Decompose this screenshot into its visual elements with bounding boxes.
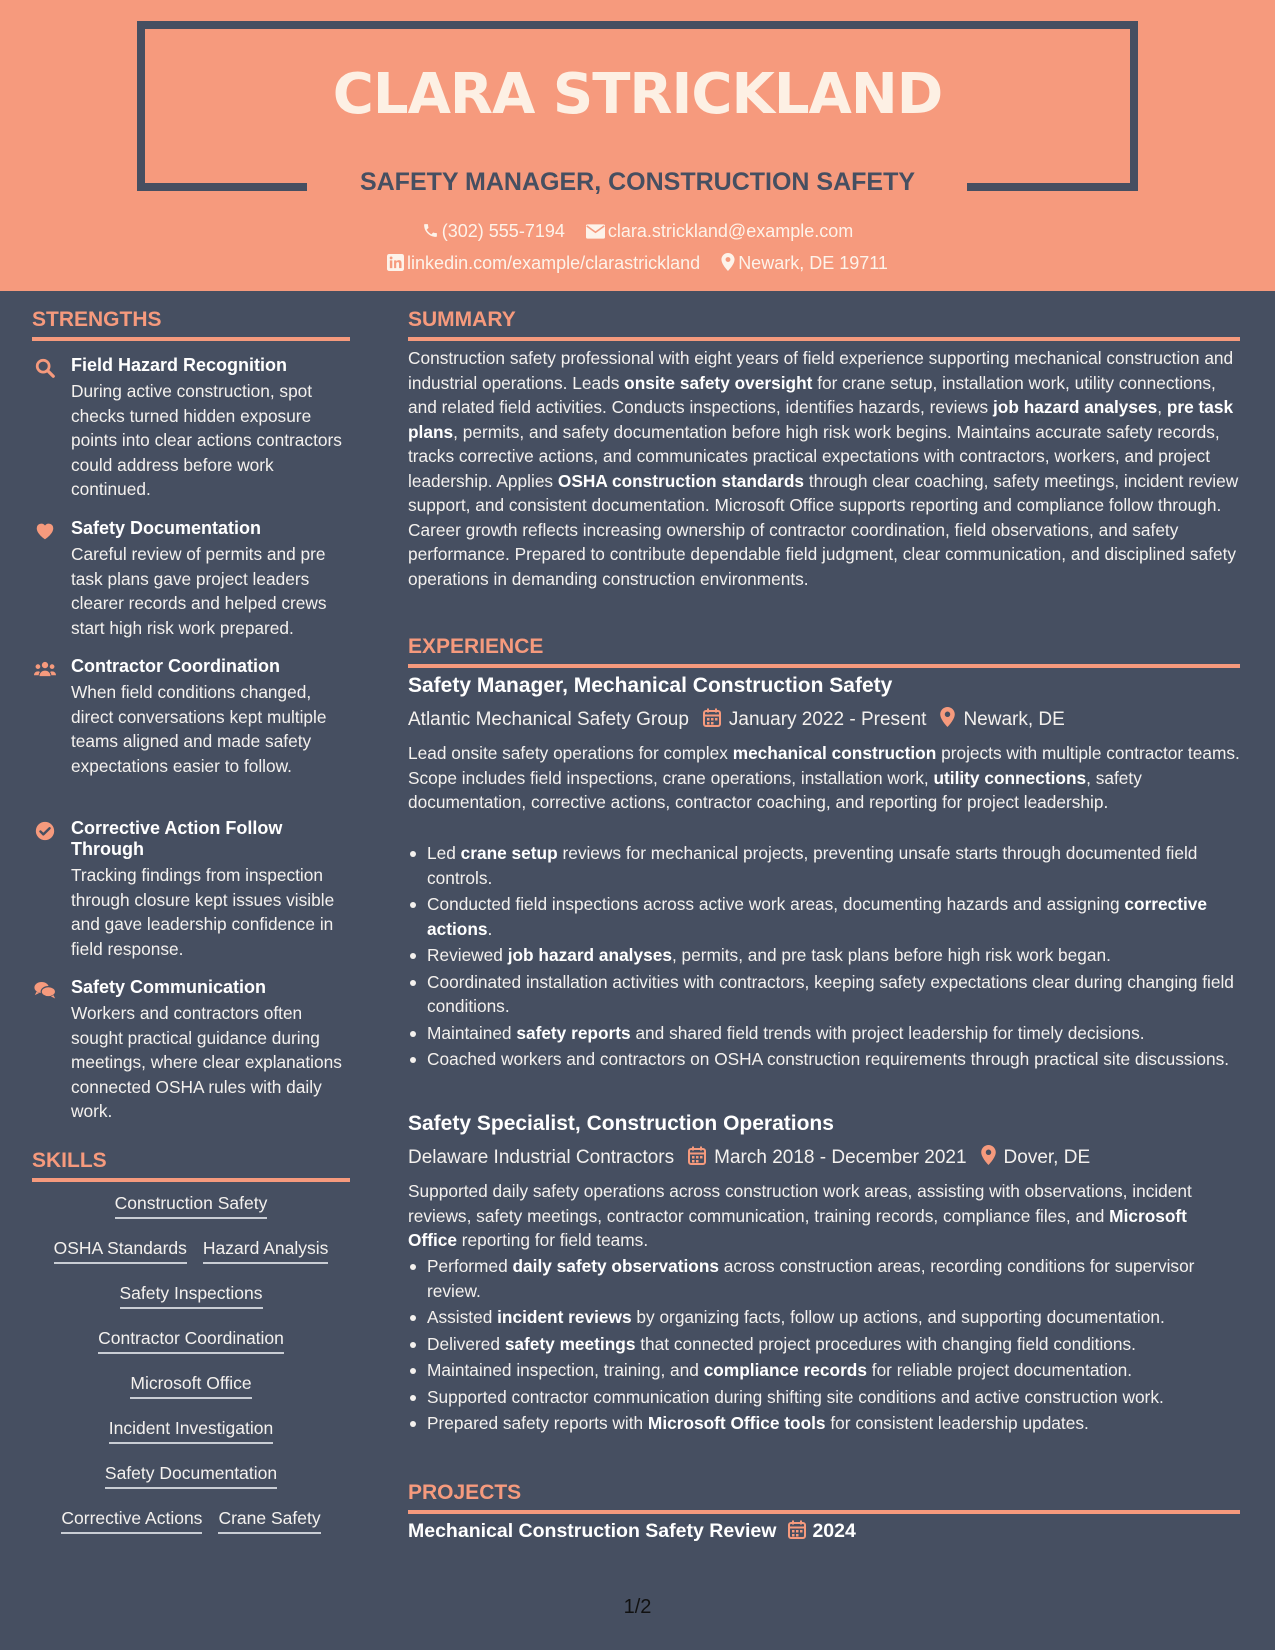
skill-tag: Safety Documentation <box>105 1462 277 1489</box>
resume-header <box>0 0 1275 291</box>
heart-icon <box>34 520 56 542</box>
project-item <box>408 1520 856 1543</box>
job-location: Newark, DE <box>963 709 1065 730</box>
page-number: 1/2 <box>623 1596 652 1618</box>
list-item: Assisted incident reviews by organizing facts, follow up actions, and supporting documentation. <box>408 1305 1240 1330</box>
search-icon <box>34 357 56 379</box>
strength-title: Contractor Coordination <box>71 656 280 676</box>
skill-tag: Hazard Analysis <box>203 1237 328 1264</box>
contact-phone[interactable] <box>422 221 565 242</box>
strength-item <box>32 818 354 961</box>
strength-desc: Tracking findings from inspection through closure kept issues visible and gave leadership confidence in field response. <box>71 865 335 959</box>
phone-text: (302) 555-7194 <box>441 221 565 241</box>
candidate-role: SAFETY MANAGER, CONSTRUCTION SAFETY <box>359 168 916 196</box>
list-item: Reviewed job hazard analyses, permits, and pre task plans before high risk work began. <box>408 943 1240 968</box>
strengths-rule <box>32 337 350 341</box>
calendar-icon <box>703 708 721 727</box>
job-description: Lead onsite safety operations for complex mechanical construction projects with multiple contractor teams. Scope includes field inspections, crane operations, installation work, utility connections, safety documentation, corrective actions, contractor coaching, and reporting for project leadership. <box>408 743 1240 812</box>
strength-item <box>32 518 354 640</box>
project-name: Mechanical Construction Safety Review <box>408 1520 777 1542</box>
job-meta <box>408 1145 1090 1169</box>
skill-tag: Corrective Actions <box>61 1507 202 1534</box>
list-item: Prepared safety reports with Microsoft Office tools for consistent leadership updates. <box>408 1411 1240 1436</box>
check-circle-icon <box>34 820 56 842</box>
list-item: Supported contractor communication during shifting site conditions and active construction work. <box>408 1385 1240 1410</box>
job-dates: March 2018 - December 2021 <box>714 1147 967 1168</box>
location-text: Newark, DE 19711 <box>738 253 888 273</box>
strength-item <box>32 656 354 778</box>
email-text: clara.strickland@example.com <box>607 221 854 241</box>
linkedin-text: linkedin.com/example/clarastrickland <box>407 253 701 273</box>
calendar-icon <box>688 1146 706 1165</box>
envelope-icon <box>586 224 605 239</box>
calendar-icon <box>788 1520 806 1539</box>
strength-desc: During active construction, spot checks turned hidden exposure points into clear actions contractors could address before work continued. <box>71 381 342 499</box>
list-item: Maintained inspection, training, and compliance records for reliable project documentation. <box>408 1358 1240 1383</box>
summary-text: Construction safety professional with eight years of field experience supporting mechanical construction and industrial operations. Leads onsite safety oversight for crane setup, installation work, utility connections, and related field activities. Conducts inspections, identifies hazards, reviews job hazard analyses, pre task plans, permits, and safety documentation before high risk work begins. Maintains accurate safety records, tracks corrective actions, and communicates practical expectations with contractors, workers, and project leadership. Applies OSHA construction standards through clear coaching, safety meetings, incident review support, and consistent documentation. Microsoft Office supports reporting and compliance follow through. Career growth reflects increasing ownership of contractor coordination, field observations, and safety performance. Prepared to contribute dependable field judgment, clear communication, and disciplined safety operations in demanding construction environments. <box>408 348 1239 589</box>
strength-desc: Careful review of permits and pre task plans gave project leaders clearer records and helped crews start high risk work prepared. <box>71 544 327 638</box>
job-bullets <box>408 841 1240 1074</box>
candidate-name: CLARA STRICKLAND <box>332 62 943 127</box>
contact-linkedin[interactable] <box>387 253 700 274</box>
job-title: Safety Specialist, Construction Operations <box>408 1112 834 1135</box>
job-description: Supported daily safety operations across construction work areas, assisting with observations, incident reviews, safety meetings, contractor communication, training records, compliance files, and Microsoft Office reporting for field teams. <box>408 1181 1192 1250</box>
list-item: Conducted field inspections across active work areas, documenting hazards and assigning corrective actions. <box>408 892 1240 941</box>
strength-desc: Workers and contractors often sought practical guidance during meetings, where clear explanations connected OSHA rules with daily work. <box>71 1003 342 1121</box>
users-icon <box>34 658 56 680</box>
strengths-heading: STRENGTHS <box>32 308 162 331</box>
job-company: Delaware Industrial Contractors <box>408 1147 675 1168</box>
job-meta <box>408 707 1065 731</box>
linkedin-icon <box>387 254 404 271</box>
strength-title: Corrective Action Follow Through <box>71 818 283 859</box>
contact-row-1 <box>0 221 1275 242</box>
list-item: Delivered safety meetings that connected project procedures with changing field conditions. <box>408 1332 1240 1357</box>
skill-tag: OSHA Standards <box>54 1237 187 1264</box>
skill-tag: Microsoft Office <box>130 1372 251 1399</box>
summary-heading: SUMMARY <box>408 308 516 331</box>
contact-email[interactable] <box>586 221 853 242</box>
job-bullets <box>408 1254 1240 1438</box>
experience-heading: EXPERIENCE <box>408 635 544 658</box>
experience-rule <box>408 664 1240 668</box>
projects-heading: PROJECTS <box>408 1481 522 1504</box>
map-pin-icon <box>981 1145 996 1165</box>
list-item: Coached workers and contractors on OSHA construction requirements through practical site discussions. <box>408 1047 1240 1072</box>
strength-title: Safety Communication <box>71 977 267 997</box>
skill-tag: Crane Safety <box>218 1507 320 1534</box>
strength-desc: When field conditions changed, direct conversations kept multiple teams aligned and made safety expectations easier to follow. <box>71 682 327 776</box>
contact-location <box>721 253 888 274</box>
map-pin-icon <box>721 253 735 271</box>
job-company: Atlantic Mechanical Safety Group <box>408 709 689 730</box>
contact-row-2 <box>0 253 1275 274</box>
phone-icon <box>422 222 439 239</box>
list-item: Maintained safety reports and shared field trends with project leadership for timely decisions. <box>408 1021 1240 1046</box>
strength-title: Safety Documentation <box>71 518 262 538</box>
skills-list <box>32 1192 350 1552</box>
skill-tag: Safety Inspections <box>120 1282 263 1309</box>
skill-tag: Incident Investigation <box>109 1417 273 1444</box>
projects-rule <box>408 1510 1240 1514</box>
strength-item <box>32 977 354 1124</box>
skill-tag: Construction Safety <box>115 1192 268 1219</box>
list-item: Led crane setup reviews for mechanical projects, preventing unsafe starts through documented field controls. <box>408 841 1240 890</box>
skills-heading: SKILLS <box>32 1149 107 1172</box>
list-item: Performed daily safety observations across construction areas, recording conditions for supervisor review. <box>408 1254 1240 1303</box>
strength-item <box>32 355 354 502</box>
skills-rule <box>32 1178 350 1182</box>
summary-rule <box>408 337 1240 341</box>
job-title: Safety Manager, Mechanical Construction Safety <box>408 674 893 697</box>
strength-title: Field Hazard Recognition <box>71 355 288 375</box>
map-pin-icon <box>940 707 955 727</box>
job-location: Dover, DE <box>1003 1147 1091 1168</box>
project-year: 2024 <box>812 1520 856 1542</box>
list-item: Coordinated installation activities with contractors, keeping safety expectations clear during changing field conditions. <box>408 970 1240 1019</box>
comments-icon <box>34 979 56 1001</box>
job-dates: January 2022 - Present <box>728 709 927 730</box>
skill-tag: Contractor Coordination <box>98 1327 284 1354</box>
